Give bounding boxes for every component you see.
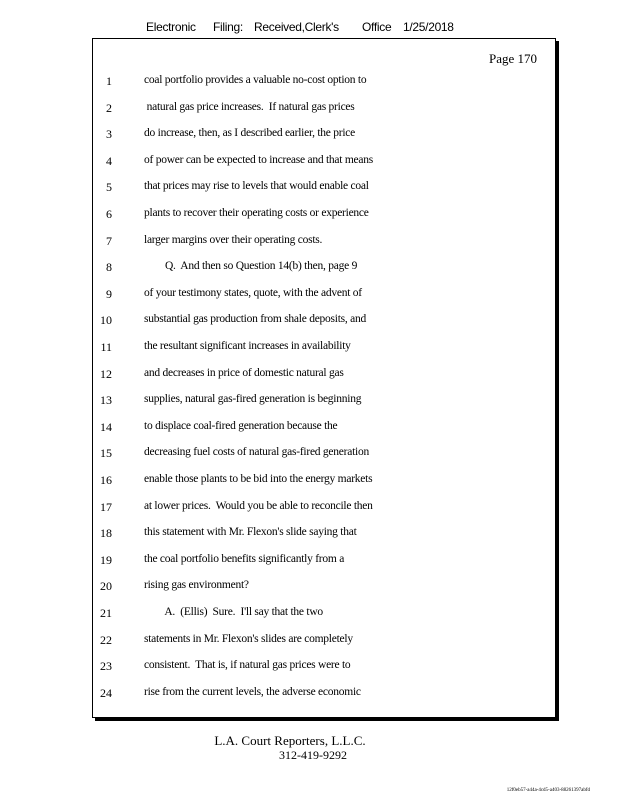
transcript-line [93,446,555,462]
line-number: 17 [100,499,112,514]
line-number: 2 [106,100,112,115]
line-text: supplies, natural gas-fired generation is beginning [144,393,362,406]
transcript-line [93,686,555,702]
transcript-line [93,579,555,595]
transcript-line [93,287,555,303]
line-number: 13 [100,393,112,408]
line-number: 18 [100,526,112,541]
transcript-line [93,154,555,170]
line-number: 7 [106,233,112,248]
line-text: that prices may rise to levels that would enable coal [144,180,369,193]
line-text: and decreases in price of domestic natural gas [144,366,344,379]
line-number: 20 [100,579,112,594]
line-number: 9 [106,286,112,301]
line-number: 14 [100,419,112,434]
line-number: 15 [100,446,112,461]
transcript-line [93,526,555,542]
transcript-line [93,127,555,143]
document-hash: 12f0eb57-a44a-4cd5-a403-88261397abfd [506,788,590,793]
line-number: 12 [100,366,112,381]
line-text: the resultant significant increases in availability [144,340,351,352]
line-number: 22 [100,632,112,647]
transcript-line [93,420,555,436]
transcript-line [93,473,555,489]
page-number: Page 170 [488,51,537,66]
transcript-line [93,659,555,675]
line-text: of power can be expected to increase and that means [144,153,373,166]
transcript-line [93,633,555,649]
transcript-line [93,606,555,622]
line-text: to displace coal-fired generation because the [144,419,338,432]
line-text: coal portfolio provides a valuable no-cost option to [144,74,367,86]
transcript-line [93,553,555,569]
line-text: plants to recover their operating costs or experience [144,207,369,219]
filing-stamp-filing: Filing: [213,20,243,34]
line-number: 8 [106,260,112,275]
line-text: do increase, then, as I described earlier, the price [144,127,355,140]
line-text: Q. And then so Question 14(b) then, page 9 [144,260,358,273]
line-text: this statement with Mr. Flexon's slide saying that [144,526,357,539]
line-number: 19 [100,552,112,567]
transcript-line [93,393,555,409]
filing-stamp-received: Received,Clerk's [254,20,339,34]
transcript-line [93,180,555,196]
line-text: natural gas price increases. If natural gas prices [144,100,355,113]
court-reporter-name: L.A. Court Reporters, L.L.C. [214,733,366,748]
line-text: substantial gas production from shale deposits, and [144,313,367,326]
line-number: 5 [106,180,112,195]
line-text: consistent. That is, if natural gas prices were to [144,659,351,672]
transcript-line [93,313,555,329]
filing-stamp-electronic: Electronic [146,20,196,34]
line-text: the coal portfolio benefits significantly from a [144,552,345,565]
line-number: 11 [100,340,112,354]
transcript-line [93,367,555,383]
line-number: 1 [106,74,112,88]
line-number: 21 [100,606,112,620]
line-number: 3 [106,127,112,142]
line-number: 23 [100,659,112,674]
transcript-page [92,38,556,718]
transcript-line [93,340,555,356]
line-number: 4 [106,153,112,168]
court-reporter-phone: 312-419-9292 [279,748,347,762]
transcript-line [93,500,555,516]
line-text: A. (Ellis) Sure. I'll say that the two [144,606,323,618]
filing-stamp-office: Office [362,20,392,34]
transcript-line [93,234,555,250]
line-text: of your testimony states, quote, with the advent of [144,286,362,299]
line-text: at lower prices. Would you be able to reconcile then [144,499,373,512]
line-number: 16 [100,473,112,487]
line-number: 24 [100,685,112,700]
transcript-line [93,207,555,223]
transcript-line [93,74,555,90]
line-text: enable those plants to be bid into the energy markets [144,473,373,485]
line-text: rising gas environment? [144,579,249,592]
transcript-line [93,101,555,117]
filing-stamp-date: 1/25/2018 [403,20,454,34]
line-text: statements in Mr. Flexon's slides are completely [144,632,353,645]
line-number: 6 [106,207,112,221]
line-text: larger margins over their operating costs. [144,233,323,246]
line-text: rise from the current levels, the adverse economic [144,685,361,698]
line-number: 10 [100,313,112,328]
line-text: decreasing fuel costs of natural gas-fired generation [144,446,369,459]
transcript-line [93,260,555,276]
